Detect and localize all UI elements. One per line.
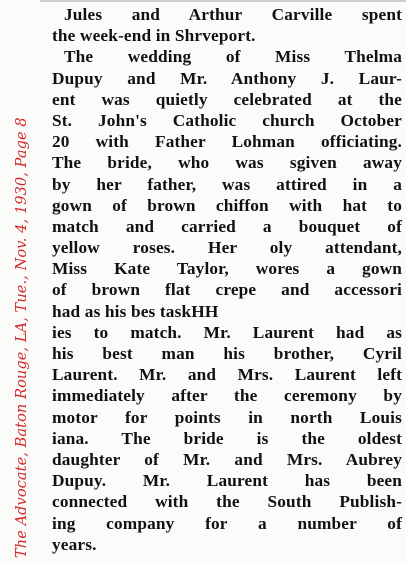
- article-line: Dupuy and Mr. Anthony J. Laur-: [52, 68, 402, 88]
- article-line: Laurent. Mr. and Mrs. Laurent left: [52, 365, 402, 385]
- article-line: yellow roses. Her oly attendant,: [52, 238, 402, 258]
- article-line: the week-end in Shrveport.: [52, 26, 256, 46]
- article-line: motor for points in north Louis: [52, 407, 402, 427]
- article-line: match and carried a bouquet of: [52, 216, 402, 236]
- article-line: ing company for a number of: [52, 513, 402, 533]
- top-rule: [40, 0, 406, 2]
- article-line: St. John's Catholic church October: [52, 110, 402, 130]
- article-line: gown of brown chiffon with hat to: [52, 195, 402, 215]
- article-line: connected with the South Publish-: [52, 492, 402, 512]
- article-line: iana. The bride is the oldest: [52, 428, 402, 448]
- article-line: 20 with Father Lohman officiating.: [52, 132, 402, 152]
- article-line: his best man his brother, Cyril: [52, 344, 402, 363]
- article-line: ent was quietly celebrated at the: [52, 89, 402, 109]
- article-line: Dupuy. Mr. Laurent has been: [52, 471, 402, 491]
- article-line: years.: [52, 534, 97, 554]
- article-line: daughter of Mr. and Mrs. Aubrey: [52, 449, 402, 469]
- article-line: The bride, who was sgiven away: [52, 153, 402, 173]
- article-text: [52, 4, 402, 555]
- article-line: had as his bes taskHH: [52, 301, 219, 321]
- article-line: Miss Kate Taylor, wores a gown: [52, 259, 402, 279]
- article-line: ies to match. Mr. Laurent had as: [52, 322, 402, 342]
- article-line: of brown flat crepe and accessori: [52, 280, 402, 300]
- article-line: The wedding of Miss Thelma: [64, 47, 402, 67]
- source-caption: The Advocate, Baton Rouge, LA, Tue., Nov. 4, 1930, Page 8: [14, 117, 30, 558]
- article-line: Jules and Arthur Carville spent: [64, 5, 402, 24]
- article-line: immediately after the ceremony by: [52, 386, 402, 406]
- article-line: by her father, was attired in a: [52, 174, 402, 194]
